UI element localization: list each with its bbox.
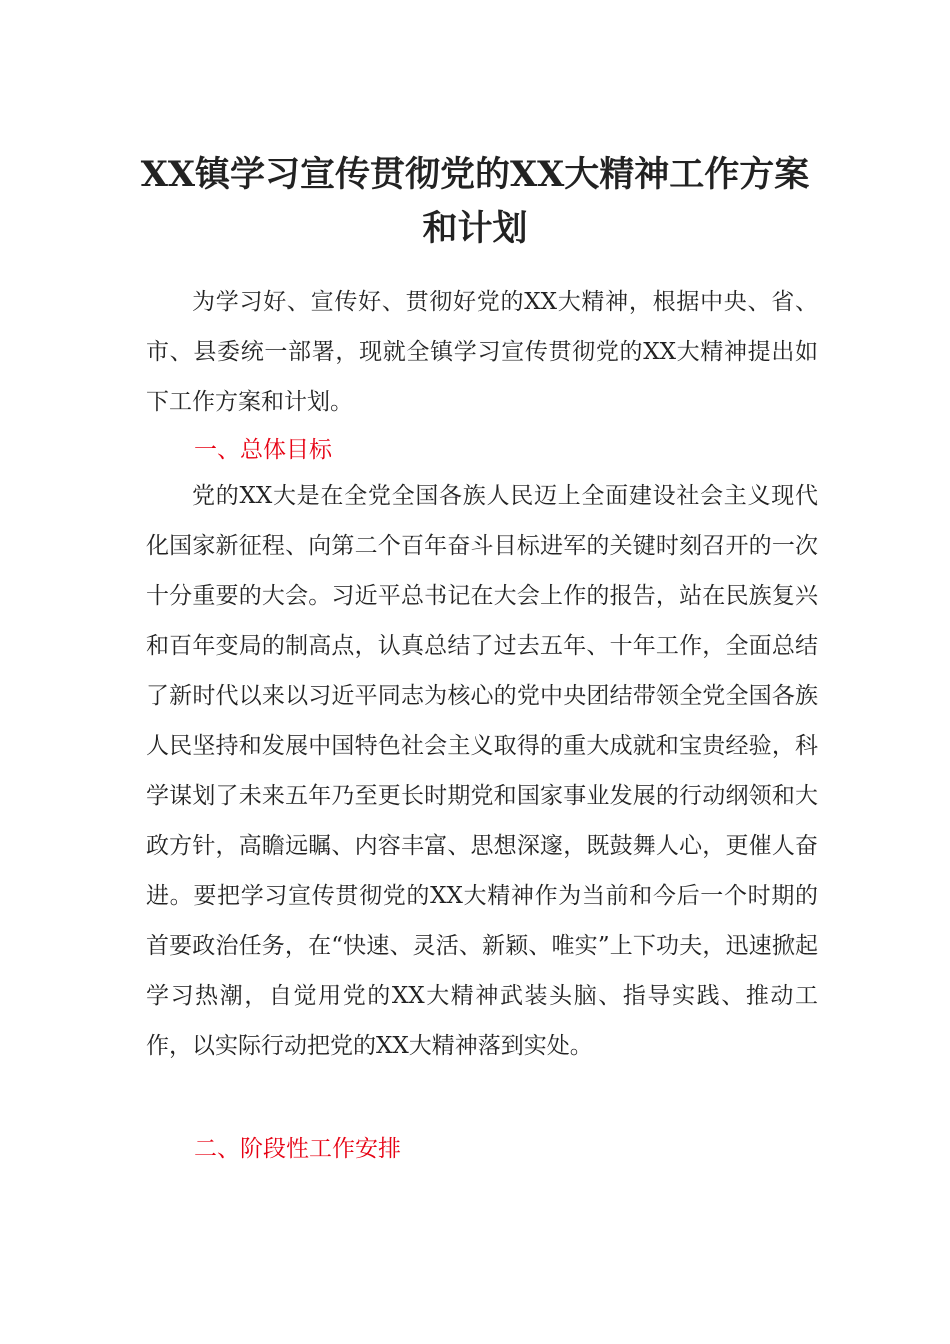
- intro-paragraph: 为学习好、宣传好、贯彻好党的XX大精神，根据中央、省、市、县委统一部署，现就全镇学习宣传贯彻党的XX大精神提出如下工作方案和计划。: [146, 289, 818, 415]
- section-heading-phased-arrangement: 二、阶段性工作安排: [194, 1136, 401, 1162]
- document-title: XX镇学习宣传贯彻党的XX大精神工作方案和计划: [140, 154, 810, 249]
- section-heading-overall-goal: 一、总体目标: [194, 437, 332, 463]
- overall-goal-paragraph: 党的XX大是在全党全国各族人民迈上全面建设社会主义现代化国家新征程、向第二个百年奋斗目标进军的关键时刻召开的一次十分重要的大会。习近平总书记在大会上作的报告，站在民族复兴和百年变局的制高点，认真总结了过去五年、十年工作，全面总结了新时代以来以习近平同志为核心的党中央团结带领全党全国各族人民坚持和发展中国特色社会主义取得的重大成就和宝贵经验，科学谋划了未来五年乃至更长时期党和国家事业发展的行动纲领和大政方针，高瞻远瞩、内容丰富、思想深邃，既鼓舞人心，更催人奋进。要把学习宣传贯彻党的XX大精神作为当前和今后一个时期的首要政治任务，在“快速、灵活、新颖、唯实”上下功夫，迅速掀起学习热潮，自觉用党的XX大精神武装头脑、指导实践、推动工作，以实际行动把党的XX大精神落到实处。: [146, 483, 818, 1059]
